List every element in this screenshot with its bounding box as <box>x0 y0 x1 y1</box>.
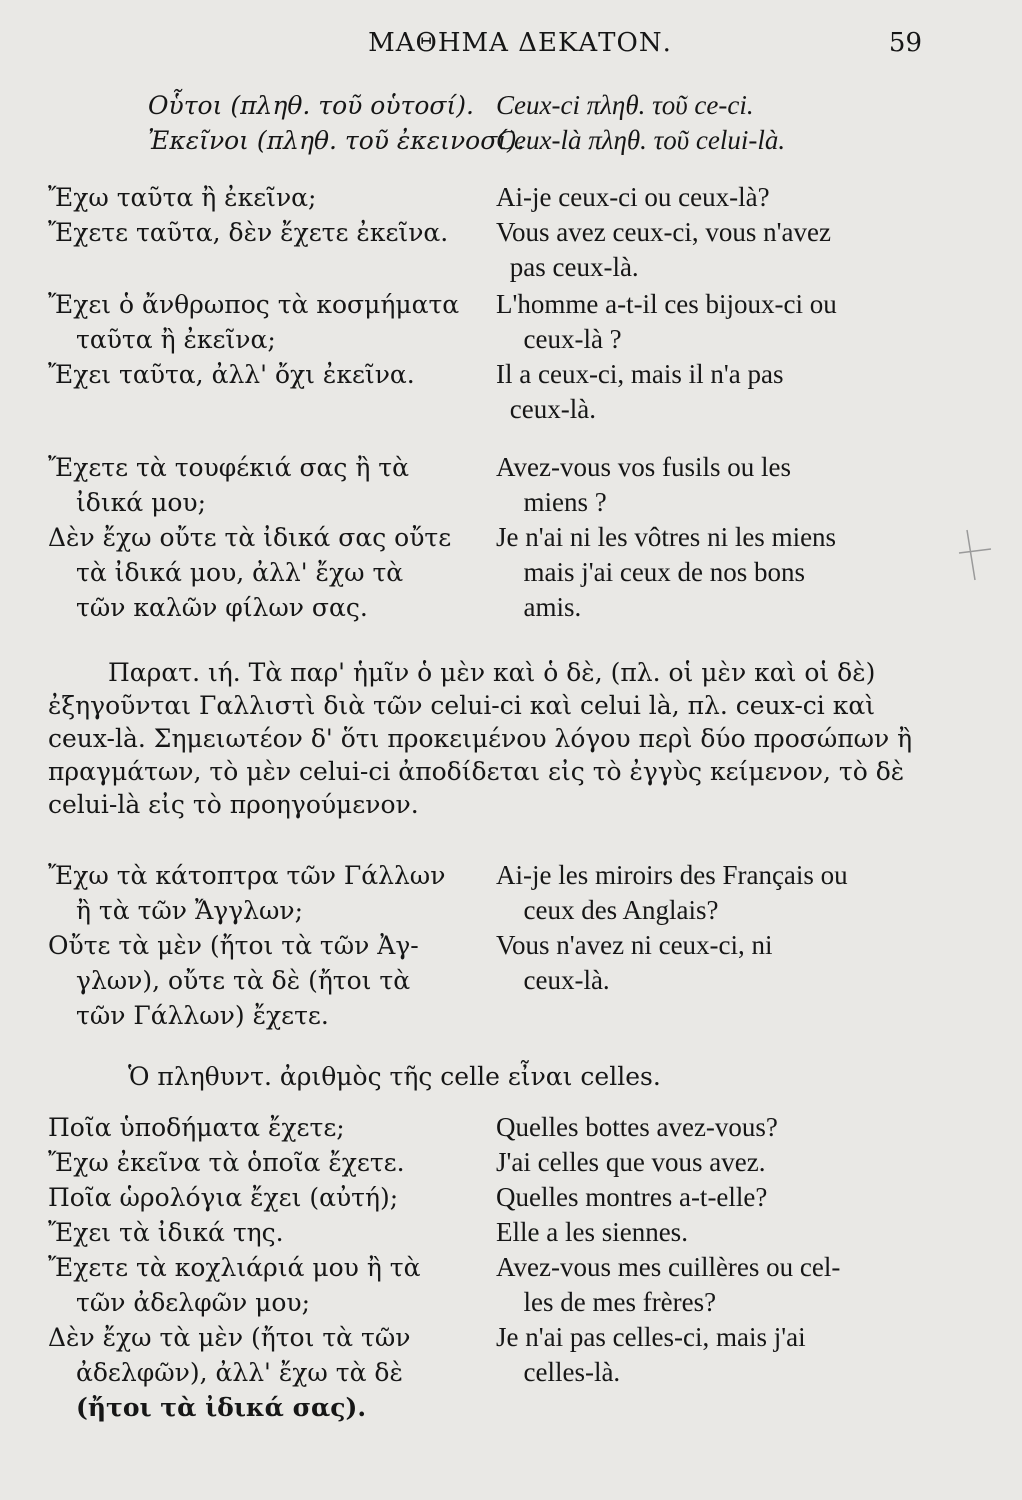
remark-line: Παρατ. ιή. Τὰ παρ' ἡμῖν ὁ μὲν καὶ ὁ δὲ, (πλ. οἱ μὲν καὶ οἱ δὲ) <box>108 658 876 687</box>
french-text: les de mes frères? <box>523 1287 717 1317</box>
exercise-row <box>48 520 928 555</box>
greek-text: Ἔχει ταῦτα, ἀλλ' ὄχι ἐκεῖνα. <box>48 360 415 389</box>
greek-text: Ποῖα ὑποδήματα ἔχετε; <box>48 1113 345 1142</box>
greek-text: τῶν Γάλλων) ἔχετε. <box>76 1001 329 1030</box>
exercise-row <box>48 392 928 427</box>
greek-text: Ἔχει τὰ ἰδικά της. <box>48 1218 284 1247</box>
exercise-row <box>48 858 928 893</box>
greek-text: Οὗτοι (πληθ. τοῦ οὑτοσί). <box>148 91 475 120</box>
exercise-row <box>48 357 928 392</box>
exercise-row <box>48 928 928 963</box>
exercise-row <box>48 1355 928 1390</box>
greek-text: ἢ τὰ τῶν Ἄγγλων; <box>76 896 304 925</box>
exercise-row <box>48 963 928 998</box>
remark-line: ἐξηγοῦνται Γαλλιστὶ διὰ τῶν celui-ci καὶ celui là, πλ. ceux-ci καὶ <box>48 691 876 720</box>
remark-paragraph <box>48 656 928 821</box>
exercise-row <box>48 1320 928 1355</box>
greek-text: Ἔχετε τὰ κοχλιάριά μου ἢ τὰ <box>48 1253 421 1282</box>
greek-text: Δὲν ἔχω τὰ μὲν (ἤτοι τὰ τῶν <box>48 1323 411 1352</box>
french-text: Vous avez ceux-ci, vous n'avez <box>496 217 831 247</box>
greek-text: Ἐκεῖνοι (πληθ. τοῦ ἐκεινοσί). <box>148 126 525 155</box>
page-header <box>0 28 1022 68</box>
exercise-row <box>48 485 928 520</box>
definitions-block <box>48 88 928 158</box>
exercise-row <box>48 1180 928 1215</box>
definition-row <box>48 123 928 158</box>
greek-text: Ποῖα ὡρολόγια ἔχει (αὐτή); <box>48 1183 399 1212</box>
exercise-row <box>48 250 928 285</box>
french-text: amis. <box>523 592 582 622</box>
french-text: pas ceux-là. <box>509 252 639 282</box>
french-text: Avez-vous mes cuillères ou cel- <box>496 1252 841 1282</box>
remark-line: celui-là εἰς τὸ προηγούμενον. <box>48 790 419 819</box>
french-text: ceux-là ? <box>523 324 622 354</box>
greek-text: Ἔχει ὁ ἄνθρωπος τὰ κοσμήματα <box>48 290 460 319</box>
greek-text: γλων), οὔτε τὰ δὲ (ἤτοι τὰ <box>76 966 411 995</box>
exercise-row <box>48 1145 928 1180</box>
exercise-block-1 <box>48 180 928 427</box>
exercise-row <box>48 215 928 250</box>
exercise-row <box>48 590 928 625</box>
french-text: ceux-là. <box>523 965 610 995</box>
french-text: mais j'ai ceux de nos bons <box>523 557 806 587</box>
french-text: Ceux-là πληθ. τοῦ celui-là. <box>496 125 786 155</box>
exercise-row <box>48 998 928 1033</box>
exercise-row <box>48 893 928 928</box>
french-text: ceux-là. <box>509 394 596 424</box>
greek-text: Ἔχετε ταῦτα, δὲν ἔχετε ἐκεῖνα. <box>48 218 449 247</box>
remark-line: ceux-là. Σημειωτέον δ' ὅτι προκειμένου λόγου περὶ δύο προσώπων ἢ <box>48 724 913 753</box>
greek-text: (ἤτοι τὰ ἰδικά σας). <box>76 1393 367 1422</box>
running-title: ΜΑΘΗΜΑ ΔΕΚΑΤΟΝ. <box>368 28 672 58</box>
french-text: miens ? <box>523 487 607 517</box>
french-text: Il a ceux-ci, mais il n'a pas <box>496 359 784 389</box>
exercise-block-2 <box>48 450 928 625</box>
french-text: celles-là. <box>523 1357 621 1387</box>
greek-text: Ἔχετε τὰ τουφέκιά σας ἢ τὰ <box>48 453 410 482</box>
exercise-block-3 <box>48 858 928 1033</box>
french-text: L'homme a-t-il ces bijoux-ci ou <box>496 289 837 319</box>
exercise-row <box>48 555 928 590</box>
greek-text: ἰδικά μου; <box>76 488 207 517</box>
french-text: Je n'ai pas celles-ci, mais j'ai <box>496 1322 806 1352</box>
plural-note <box>48 1060 928 1094</box>
french-text: ceux des Anglais? <box>523 895 719 925</box>
french-text: Avez-vous vos fusils ou les <box>496 452 791 482</box>
exercise-row <box>48 1110 928 1145</box>
french-text: Quelles bottes avez-vous? <box>496 1112 778 1142</box>
french-text: Quelles montres a-t-elle? <box>496 1182 768 1212</box>
greek-text: τῶν καλῶν φίλων σας. <box>76 593 368 622</box>
exercise-row <box>48 1285 928 1320</box>
page-number: 59 <box>888 28 922 58</box>
french-text: Vous n'avez ni ceux-ci, ni <box>496 930 773 960</box>
remark-line: πραγμάτων, τὸ μὲν celui-ci ἀποδίδεται εἰς τὸ ἐγγὺς κείμενον, τὸ δὲ <box>48 757 905 786</box>
exercise-row <box>48 322 928 357</box>
greek-text: Οὔτε τὰ μὲν (ἤτοι τὰ τῶν Ἀγ- <box>48 931 419 960</box>
greek-text: Ἔχω ἐκεῖνα τὰ ὁποῖα ἔχετε. <box>48 1148 405 1177</box>
greek-text: ἀδελφῶν), ἀλλ' ἔχω τὰ δὲ <box>76 1358 403 1387</box>
greek-text: Ἔχω τὰ κάτοπτρα τῶν Γάλλων <box>48 861 446 890</box>
french-text: Elle a les siennes. <box>496 1217 688 1247</box>
french-text: Ceux-ci πληθ. τοῦ ce-ci. <box>496 90 754 120</box>
greek-text: ταῦτα ἢ ἐκεῖνα; <box>76 325 276 354</box>
exercise-row <box>48 1250 928 1285</box>
greek-text: τὰ ἰδικά μου, ἀλλ' ἔχω τὰ <box>76 558 404 587</box>
exercise-row <box>48 287 928 322</box>
exercise-row <box>48 1215 928 1250</box>
exercise-row <box>48 180 928 215</box>
exercise-row <box>48 1390 928 1425</box>
greek-text: Δὲν ἔχω οὔτε τὰ ἰδικά σας οὔτε <box>48 523 452 552</box>
note-text: Ὁ πληθυντ. ἀριθμὸς τῆς celle εἶναι celles. <box>128 1062 661 1091</box>
definition-row <box>48 88 928 123</box>
exercise-row <box>48 450 928 485</box>
french-text: J'ai celles que vous avez. <box>496 1147 766 1177</box>
french-text: Je n'ai ni les vôtres ni les miens <box>496 522 837 552</box>
margin-pencil-mark <box>955 525 995 585</box>
exercise-block-4 <box>48 1110 928 1425</box>
greek-text: Ἔχω ταῦτα ἢ ἐκεῖνα; <box>48 183 317 212</box>
french-text: Ai-je les miroirs des Français ou <box>496 860 848 890</box>
greek-text: τῶν ἀδελφῶν μου; <box>76 1288 311 1317</box>
french-text: Ai-je ceux-ci ou ceux-là? <box>496 182 770 212</box>
